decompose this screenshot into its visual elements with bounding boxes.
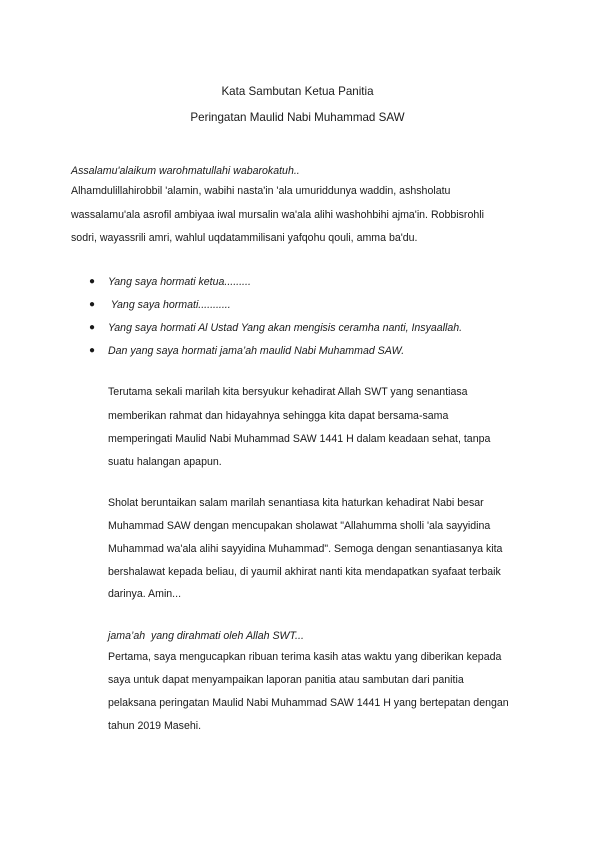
opening-line: Alhamdulillahirobbil 'alamin, wabihi nasta'in 'ala umuriddunya waddin, ashsholatu [71,185,451,197]
greeting-line: Assalamu'alaikum warohmatullahi wabarokatuh.. [71,165,300,177]
bullet-dot: ● [89,276,96,287]
bullet-item: Yang saya hormati Al Ustad Yang akan mengisis ceramha nanti, Insyaallah. [108,322,463,334]
bullet-dot: ● [89,299,96,310]
paragraph-line: memberikan rahmat dan hidayahnya sehingga kita dapat bersama-sama [108,410,449,422]
section-heading: jama’ah yang dirahmati oleh Allah SWT... [108,630,304,642]
paragraph-line: suatu halangan apapun. [108,456,222,468]
bullet-item: Yang saya hormati ketua......... [108,276,251,288]
paragraph-line: Pertama, saya mengucapkan ribuan terima kasih atas waktu yang diberikan kepada [108,651,502,663]
opening-line: wassalamu'ala asrofil ambiyaa iwal mursalin wa'ala alihi washohbihi ajma'in. Robbisrohli [71,209,484,221]
document-title: Kata Sambutan Ketua Panitia [221,85,374,98]
bullet-item: Yang saya hormati........... [108,299,231,311]
opening-line: sodri, wayassrili amri, wahlul uqdatammilisani yafqohu qouli, amma ba'du. [71,232,418,244]
bullet-dot: ● [89,322,96,333]
paragraph-line: Sholat beruntaikan salam marilah senantiasa kita haturkan kehadirat Nabi besar [108,497,484,509]
paragraph-line: Muhammad wa'ala alihi sayyidina Muhammad". Semoga dengan senantiasanya kita [108,543,503,555]
paragraph-line: darinya. Amin... [108,588,182,600]
paragraph-line: Muhammad SAW dengan mencupakan sholawat "Allahumma sholli 'ala sayyidina [108,520,491,532]
bullet-item: Dan yang saya hormati jama’ah maulid Nabi Muhammad SAW. [108,345,405,357]
paragraph-line: tahun 2019 Masehi. [108,720,202,732]
bullet-dot: ● [89,345,96,356]
document-subtitle: Peringatan Maulid Nabi Muhammad SAW [190,111,405,124]
paragraph-line: Terutama sekali marilah kita bersyukur kehadirat Allah SWT yang senantiasa [108,386,468,398]
paragraph-line: bershalawat kepada beliau, di yaumil akhirat nanti kita mendapatkan syafaat terbaik [108,566,501,578]
paragraph-line: pelaksana peringatan Maulid Nabi Muhammad SAW 1441 H yang bertepatan dengan [108,697,509,709]
paragraph-line: memperingati Maulid Nabi Muhammad SAW 1441 H dalam keadaan sehat, tanpa [108,433,491,445]
paragraph-line: saya untuk dapat menyampaikan laporan panitia atau sambutan dari panitia [108,674,464,686]
